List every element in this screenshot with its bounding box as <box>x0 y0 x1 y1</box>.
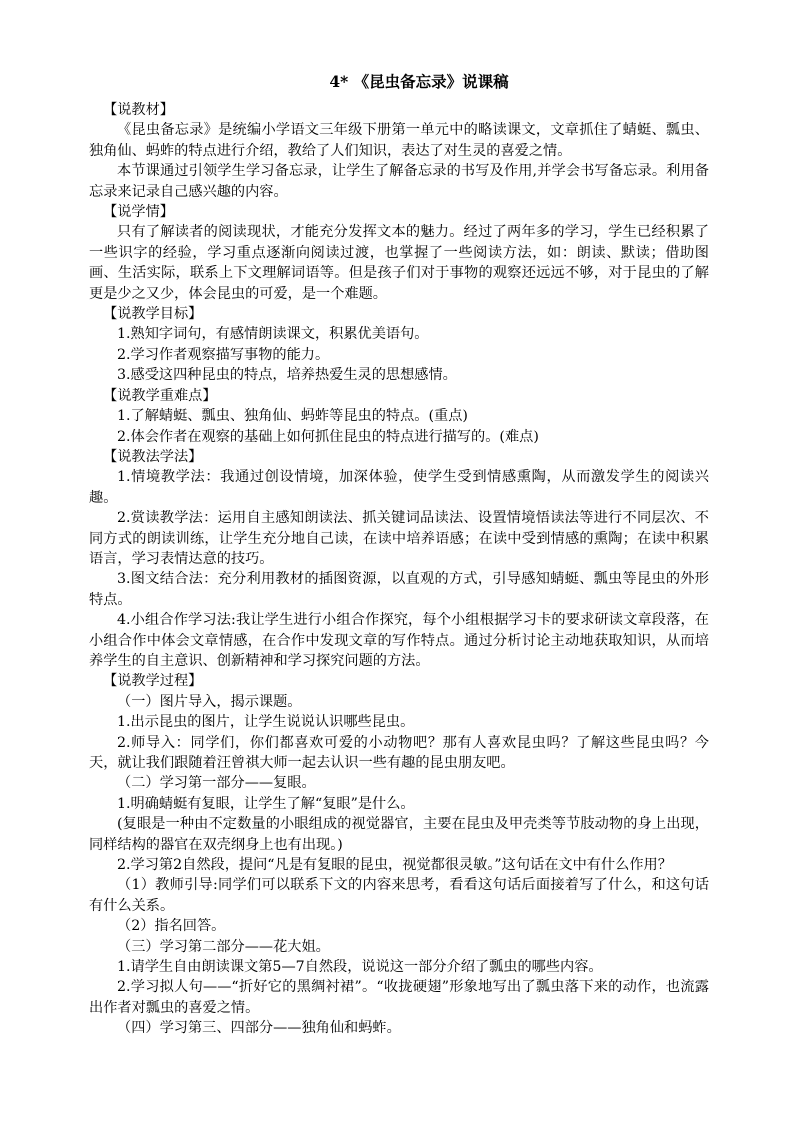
section-heading: 【说教学重难点】 <box>103 387 217 404</box>
section-heading: 【说学情】 <box>103 204 174 221</box>
paragraph: 1.出示昆虫的图片，让学生说说认识哪些昆虫。 <box>117 714 415 731</box>
paragraph: 《昆虫备忘录》是统编小学语文三年级下册第一单元中的略读课文，文章抓住了蜻蜓、瓢虫、独角仙、蚂蚱的特点进行介绍，教给了人们知识，表达了对生灵的喜爱之情。 <box>89 122 709 159</box>
paragraph: 2.学习第2自然段，提问“凡是有复眼的昆虫，视觉都很灵敏。”这句话在文中有什么作用？ <box>117 857 672 874</box>
section-heading: 【说教学目标】 <box>103 306 203 323</box>
paragraph: （四）学习第三、四部分——独角仙和蚂蚱。 <box>117 1020 401 1037</box>
paragraph: 4.小组合作学习法:我让学生进行小组合作探究，每个小组根据学习卡的要求研读文章段落，在小组合作中体会文章情感，在合作中发现文章的写作特点。通过分析讨论主动地获取知识，从而培养学生的自主意识、创新精神和学习探究问题的方法。 <box>89 612 709 669</box>
paragraph: 1.熟知字词句，有感情朗读课文，积累优美语句。 <box>117 326 429 343</box>
document-body <box>89 100 709 1039</box>
paragraph: (复眼是一种由不定数量的小眼组成的视觉器官，主要在昆虫及甲壳类等节肢动物的身上出现，同样结构的器官在双壳纲身上也有出现。) <box>89 816 709 853</box>
paragraph: 1.了解蜻蜓、瓢虫、独角仙、蚂蚱等昆虫的特点。(重点) <box>117 408 468 425</box>
paragraph: 1.请学生自由朗读课文第5—7自然段，说说这一部分介绍了瓢虫的哪些内容。 <box>117 959 603 976</box>
paragraph: （一）图片导入，揭示课题。 <box>117 693 302 710</box>
paragraph: 3.图文结合法：充分利用教材的插图资源，以直观的方式，引导感知蜻蜓、瓢虫等昆虫的外形特点。 <box>89 571 709 608</box>
section-heading: 【说教法学法】 <box>103 448 203 465</box>
paragraph: （二）学习第一部分——复眼。 <box>117 775 316 792</box>
paragraph: 2.赏读教学法：运用自主感知朗读法、抓关键词品读法、设置情境悟读法等进行不同层次、不同方式的朗读训练，让学生充分地自己读，在读中培养语感；在读中受到情感的熏陶；在读中积累语言，学习表情达意的技巧。 <box>89 510 709 567</box>
document-title: 4* 《昆虫备忘录》说课稿 <box>329 72 509 91</box>
paragraph: （三）学习第二部分——花大姐。 <box>117 938 330 955</box>
paragraph: 2.体会作者在观察的基础上如何抓住昆虫的特点进行描写的。(难点) <box>117 428 539 445</box>
paragraph: 本节课通过引领学生学习备忘录，让学生了解备忘录的书写及作用,并学会书写备忘录。利用备忘录来记录自己感兴趣的内容。 <box>89 163 709 200</box>
paragraph: 只有了解读者的阅读现状，才能充分发挥文本的魅力。经过了两年多的学习，学生已经积累了一些识字的经验，学习重点逐渐向阅读过渡，也掌握了一些阅读方法，如：朗读、默读；借助图画、生活实际，联系上下文理解词语等。但是孩子们对于事物的观察还远远不够，对于昆虫的了解更是少之又少，体会昆虫的可爱，是一个难题。 <box>89 224 709 302</box>
paragraph: 1.明确蜻蜓有复眼，让学生了解“复眼”是什么。 <box>117 795 415 812</box>
paragraph: 2.学习拟人句——“折好它的黑绸衬裙”。“收拢硬翅”形象地写出了瓢虫落下来的动作，也流露出作者对瓢虫的喜爱之情。 <box>89 979 709 1016</box>
paragraph: （1）教师引导:同学们可以联系下文的内容来思考，看看这句话后面接着写了什么，和这句话有什么关系。 <box>89 877 709 914</box>
paragraph: 1.情境教学法：我通过创设情境，加深体验，使学生受到情感熏陶，从而激发学生的阅读兴趣。 <box>89 469 709 506</box>
paragraph: 2.学习作者观察描写事物的能力。 <box>117 346 330 363</box>
paragraph: 2.师导入：同学们，你们都喜欢可爱的小动物吧？那有人喜欢昆虫吗？了解这些昆虫吗？今天，就让我们跟随着汪曾祺大师一起去认识一些有趣的昆虫朋友吧。 <box>89 734 709 771</box>
section-heading: 【说教学过程】 <box>103 673 203 690</box>
section-heading: 【说教材】 <box>103 102 174 118</box>
paragraph: 3.感受这四种昆虫的特点，培养热爱生灵的思想感情。 <box>117 367 457 384</box>
paragraph: （2）指名回答。 <box>117 918 226 935</box>
document-page <box>89 70 709 1039</box>
